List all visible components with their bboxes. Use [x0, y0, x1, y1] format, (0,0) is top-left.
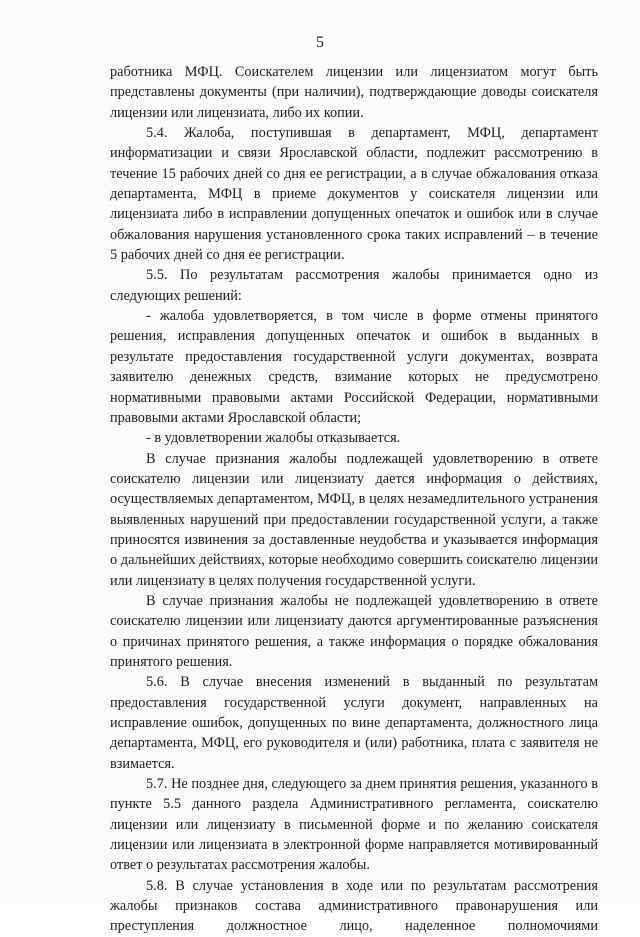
paragraph-continuation: работника МФЦ. Соискателем лицензии или лицензиатом могут быть представлены документы (при наличии), подтверждающие доводы соискателя лицензии или лицензиата, либо их копии. — [110, 64, 598, 121]
page-number: 5 — [316, 34, 324, 51]
paragraph-5-7: 5.7. Не позднее дня, следующего за днем принятия решения, указанного в пункте 5.5 данного раздела Административного регламента, соискателю лицензии или лицензиату в письменной форме и по желанию соискателя лицензии или лицензиата в электронной форме направляется мотивированный ответ о результатах рассмотрения жалобы. — [110, 776, 598, 874]
paragraph-5-5-refused-response: В случае признания жалобы не подлежащей удовлетворению в ответе соискателю лицензии или лицензиату даются аргументированные разъяснения о причинах принятого решения, а также информация о порядке обжалования принятого решения. — [110, 592, 598, 670]
document-body — [110, 62, 598, 937]
paragraph-5-4: 5.4. Жалоба, поступившая в департамент, МФЦ, департамент информатизации и связи Ярославской области, подлежит рассмотрению в течение 15 рабочих дней со дня ее регистрации, а в случае обжалования отказа департамента, МФЦ в приеме документов у соискателя лицензии или лицензиата либо в исправлении допущенных опечаток и ошибок или в случае обжалования нарушения установленного срока таких исправлений – в течение 5 рабочих дней со дня ее регистрации. — [110, 125, 598, 264]
paragraph-5-5: 5.5. По результатам рассмотрения жалобы принимается одно из следующих решений: — [110, 267, 598, 304]
paragraph-5-5-satisfied-response: В случае признания жалобы подлежащей удовлетворению в ответе соискателю лицензии или лицензиату дается информация о действиях, осуществляемых департаментом, МФЦ, в целях незамедлительного устранения выявленных нарушений при предоставлении государственной услуги, а также приносятся извинения за доставленные неудобства и указывается информация о дальнейших действиях, которые необходимо совершить соискателю лицензии или лицензиату в целях получения государственной услуги. — [110, 450, 598, 589]
paragraph-5-8: 5.8. В случае установления в ходе или по результатам рассмотрения жалобы признаков состава административного правонарушения или преступления должностное лицо, наделенное полномочиями — [110, 877, 598, 935]
paragraph-5-5-option-satisfied: - жалоба удовлетворяется, в том числе в форме отмены принятого решения, исправления допущенных опечаток и ошибок в выданных в результате предоставления государственной услуги документах, возврата заявителю денежных средств, взимание которых не предусмотрено нормативными правовыми актами Российской Федерации, нормативными правовыми актами Ярославской области; — [110, 308, 598, 426]
paragraph-5-5-option-refused: - в удовлетворении жалобы отказывается. — [146, 430, 401, 447]
paragraph-5-6: 5.6. В случае внесения изменений в выданный по результатам предоставления государственной услуги документ, направленных на исправление ошибок, допущенных по вине департамента, должностного лица департамента, МФЦ, его руководителя и (или) работника, плата с заявителя не взимается. — [110, 674, 598, 772]
